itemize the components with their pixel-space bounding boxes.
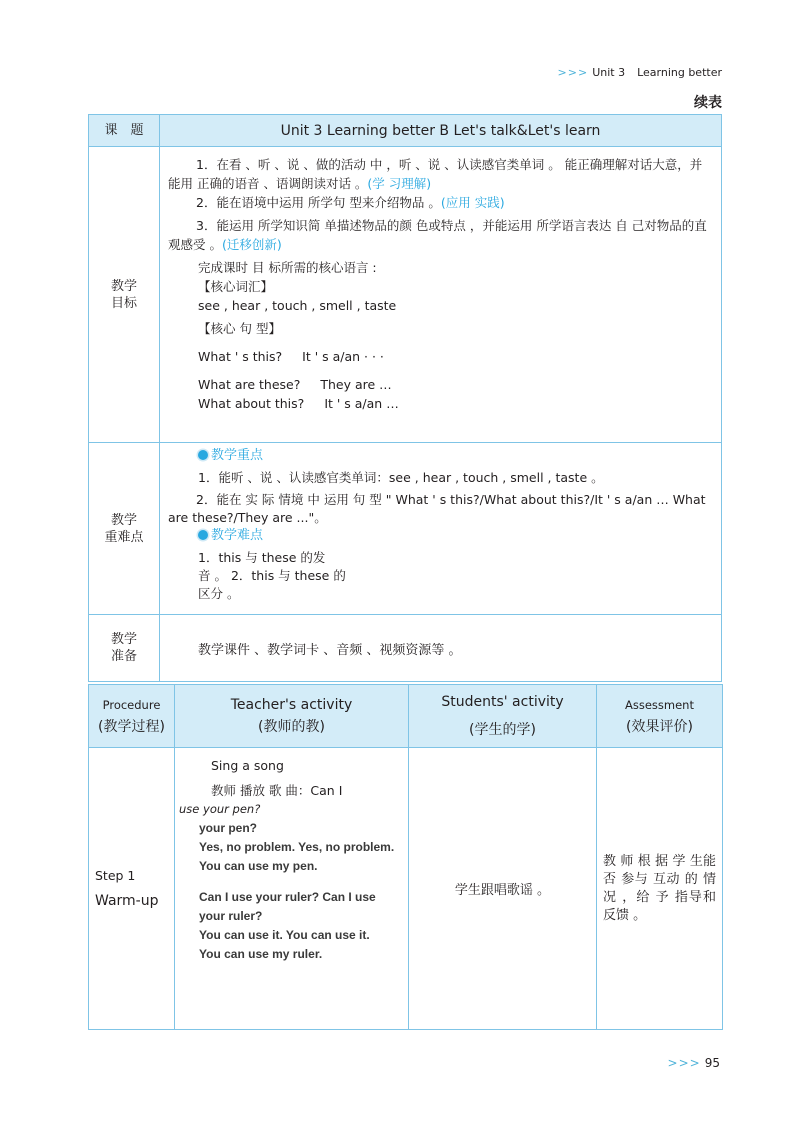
objective-2: 2．能在语境中运用 所学句 型来介绍物品 。(应用 实践): [196, 195, 505, 210]
keypoints-content: [160, 443, 722, 615]
difficulty-heading: 教学难点: [168, 527, 713, 545]
song-line: You can use my ruler.: [199, 947, 323, 961]
teacher-header: Teacher's activity (教师的教): [175, 685, 409, 748]
teacher-activity-intro-cont: use your pen?: [179, 802, 261, 816]
objective-1-tag: (学 习理解): [367, 176, 432, 191]
song-line: Yes, no problem. Yes, no problem.: [199, 840, 395, 854]
objective-3: 3．能运用 所学知识简 单描述物品的颜 色或特点 ，并能运用 所学语言表达 自 己对物品的直观感受 。(迁移创新): [168, 218, 707, 252]
objective-3-tag: (迁移创新): [221, 237, 282, 252]
vocab-list: see , hear , touch , smell , taste: [198, 298, 397, 313]
preparation-row: [89, 615, 722, 682]
song-line: your ruler?: [199, 909, 263, 923]
vocab-title: 【核心词汇】: [198, 279, 274, 294]
continued-label: 续表: [694, 95, 722, 111]
topic-label: 课 题: [89, 115, 160, 147]
preparation-content: 教学课件 、教学词卡 、音频 、视频资源等 。: [160, 615, 722, 682]
focus-2: 2．能在 实 际 情境 中 运用 句 型 " What ' s this?/What about this?/It ' s a/an … What are these?/They are ..."。: [168, 492, 706, 525]
song-lyrics: [179, 819, 404, 964]
teacher-activity-intro: 教师 播放 歌 曲：Can I: [211, 783, 343, 798]
bullet-icon: [198, 530, 208, 540]
objective-1: 1．在看 、听 、说 、做的活动 中 ，听 、说 、认读感官类单词 。 能正确理解对话大意，并能用 正确的语音 、语调朗读对话 。(学 习理解): [168, 157, 703, 191]
pattern-3: What about this? It ' s a/an …: [198, 396, 399, 411]
keypoints-label: 教学 重难点: [89, 443, 160, 615]
objective-2-tag: (应用 实践): [440, 195, 505, 210]
assessment-cell: 教 师 根 据 学 生能否 参与 互动 的 情 况 ，给 予 指导和反馈 。: [597, 748, 723, 1030]
lesson-plan-table: [88, 114, 722, 682]
core-language-intro: 完成课时 目 标所需的核心语言 :: [198, 260, 377, 275]
preparation-label: 教学 准备: [89, 615, 160, 682]
step-cell: [89, 748, 175, 1030]
topic-row: [89, 115, 722, 147]
difficulty-line-1: 1．this 与 these 的发: [198, 550, 326, 565]
step-number: Step 1: [95, 868, 136, 883]
arrows-decoration: >>>: [667, 1056, 701, 1070]
arrows-decoration: >>>: [557, 66, 589, 79]
teacher-activity-title: Sing a song: [211, 758, 284, 773]
song-line: Can I use your ruler? Can I use: [199, 890, 376, 904]
page-number-value: 95: [704, 1056, 720, 1070]
objectives-row: [89, 147, 722, 443]
focus-1: 1．能听 、说 、认读感官类单词：see , hear , touch , smell , taste 。: [198, 470, 604, 485]
bullet-icon: [198, 450, 208, 460]
pattern-title: 【核心 句 型】: [198, 321, 281, 336]
objectives-content: [160, 147, 722, 443]
song-line: your pen?: [199, 821, 258, 835]
focus-heading: 教学重点: [168, 447, 713, 465]
difficulty-line-3: 区分 。: [198, 586, 240, 601]
song-line: You can use it. You can use it.: [199, 928, 370, 942]
students-activity-cell: 学生跟唱歌谣 。: [409, 748, 597, 1030]
difficulty-line-2: 音 。 2．this 与 these 的: [198, 568, 346, 583]
pattern-2: What are these? They are …: [198, 377, 392, 392]
students-header: Students' activity (学生的学): [409, 685, 597, 748]
procedure-header: Procedure (教学过程): [89, 685, 175, 748]
keypoints-row: [89, 443, 722, 615]
assessment-header: Assessment (效果评价): [597, 685, 723, 748]
page-number: [668, 1056, 720, 1070]
running-head-title: Learning better: [637, 66, 722, 79]
running-head-unit: Unit 3: [592, 66, 626, 79]
song-line: You can use my pen.: [199, 859, 318, 873]
running-head: [558, 66, 722, 79]
topic-title: Unit 3 Learning better B Let's talk&Let's learn: [160, 115, 722, 147]
step-1-row: [89, 748, 723, 1030]
procedure-table: [88, 684, 723, 1030]
objectives-label: 教学 目标: [89, 147, 160, 443]
procedure-header-row: [89, 685, 723, 748]
step-name: Warm-up: [95, 893, 159, 909]
teacher-activity-cell: [175, 748, 409, 1030]
pattern-1: What ' s this? It ' s a/an · · ·: [198, 349, 384, 364]
